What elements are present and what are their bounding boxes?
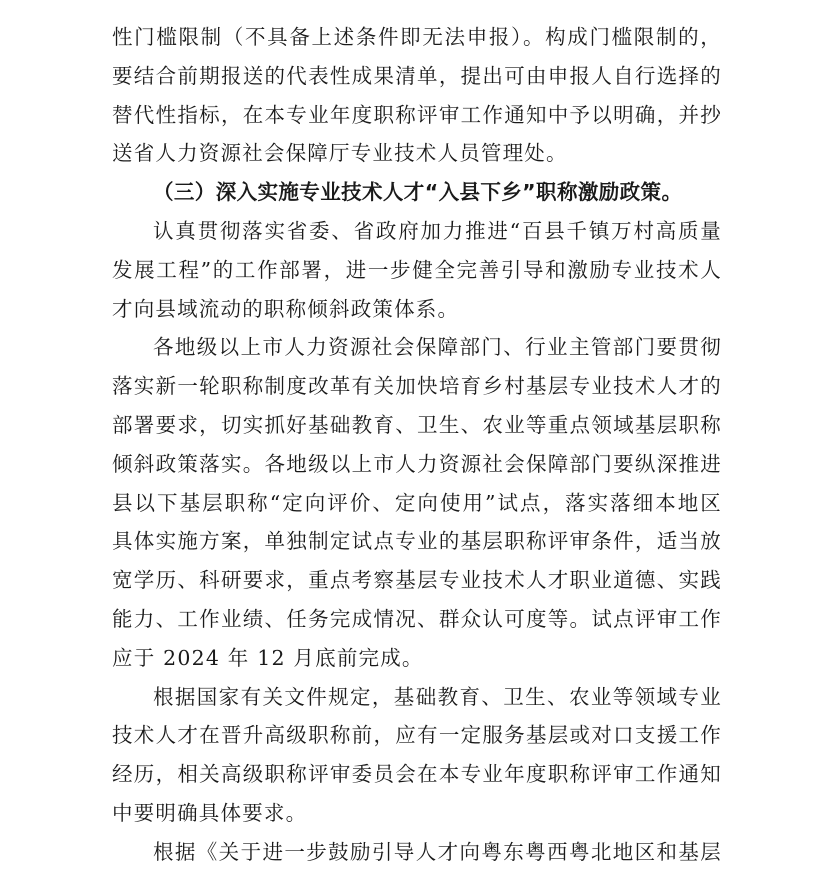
text-line: 替代性指标，在本专业年度职称评审工作通知中予以明确，并抄 [112, 102, 722, 127]
section-heading-text: （三）深入实施专业技术人才“入县下乡”职称激励政策。 [153, 180, 683, 205]
text-line: 部署要求，切实抓好基础教育、卫生、农业等重点领域基层职称 [112, 412, 722, 437]
text-line: 中要明确具体要求。 [112, 800, 308, 825]
text-line: 要结合前期报送的代表性成果清单，提出可由申报人自行选择的 [112, 63, 722, 88]
paragraph-policy-intro [112, 212, 722, 328]
text-line: 能力、工作业绩、任务完成情况、群众认可度等。试点评审工作 [112, 606, 722, 631]
text-line: 发展工程”的工作部署，进一步健全完善引导和激励专业技术人 [112, 257, 722, 282]
text-line: 各地级以上市人力资源社会保障部门、行业主管部门要贯彻 [153, 335, 722, 360]
paragraph-talent-guidance [112, 833, 722, 872]
text-line: 性门槛限制（不具备上述条件即无法申报）。构成门槛限制的， [112, 25, 722, 49]
paragraph-local-implementation [112, 328, 722, 677]
text-line: 具体实施方案，单独制定试点专业的基层职称评审条件，适当放 [112, 529, 722, 554]
text-line: 倾斜政策落实。各地级以上市人力资源社会保障部门要纵深推进 [112, 451, 722, 476]
paragraph-threshold-continuation [112, 18, 722, 173]
text-line: 才向县域流动的职称倾斜政策体系。 [112, 296, 460, 321]
text-line: 认真贯彻落实省委、省政府加力推进“百县千镇万村高质量 [153, 218, 722, 243]
text-line: 应于 2024 年 12 月底前完成。 [112, 645, 424, 670]
text-line: 落实新一轮职称制度改革有关加快培育乡村基层专业技术人才的 [112, 374, 722, 399]
text-line: 县以下基层职称“定向评价、定向使用”试点，落实落细本地区 [112, 490, 722, 515]
text-line: 送省人力资源社会保障厅专业技术人员管理处。 [112, 141, 568, 166]
text-line: 根据国家有关文件规定，基础教育、卫生、农业等领域专业 [153, 684, 722, 709]
text-line: 经历，相关高级职称评审委员会在本专业年度职称评审工作通知 [112, 762, 722, 787]
paragraph-grassroots-requirement [112, 678, 722, 833]
text-line: 技术人才在晋升高级职称前，应有一定服务基层或对口支援工作 [112, 723, 722, 748]
text-line: 宽学历、科研要求，重点考察基层专业技术人才职业道德、实践 [112, 568, 722, 593]
document-body [112, 18, 722, 872]
text-line: 根据《关于进一步鼓励引导人才向粤东粤西粤北地区和基层 [153, 839, 722, 864]
section-heading-3 [112, 173, 722, 212]
